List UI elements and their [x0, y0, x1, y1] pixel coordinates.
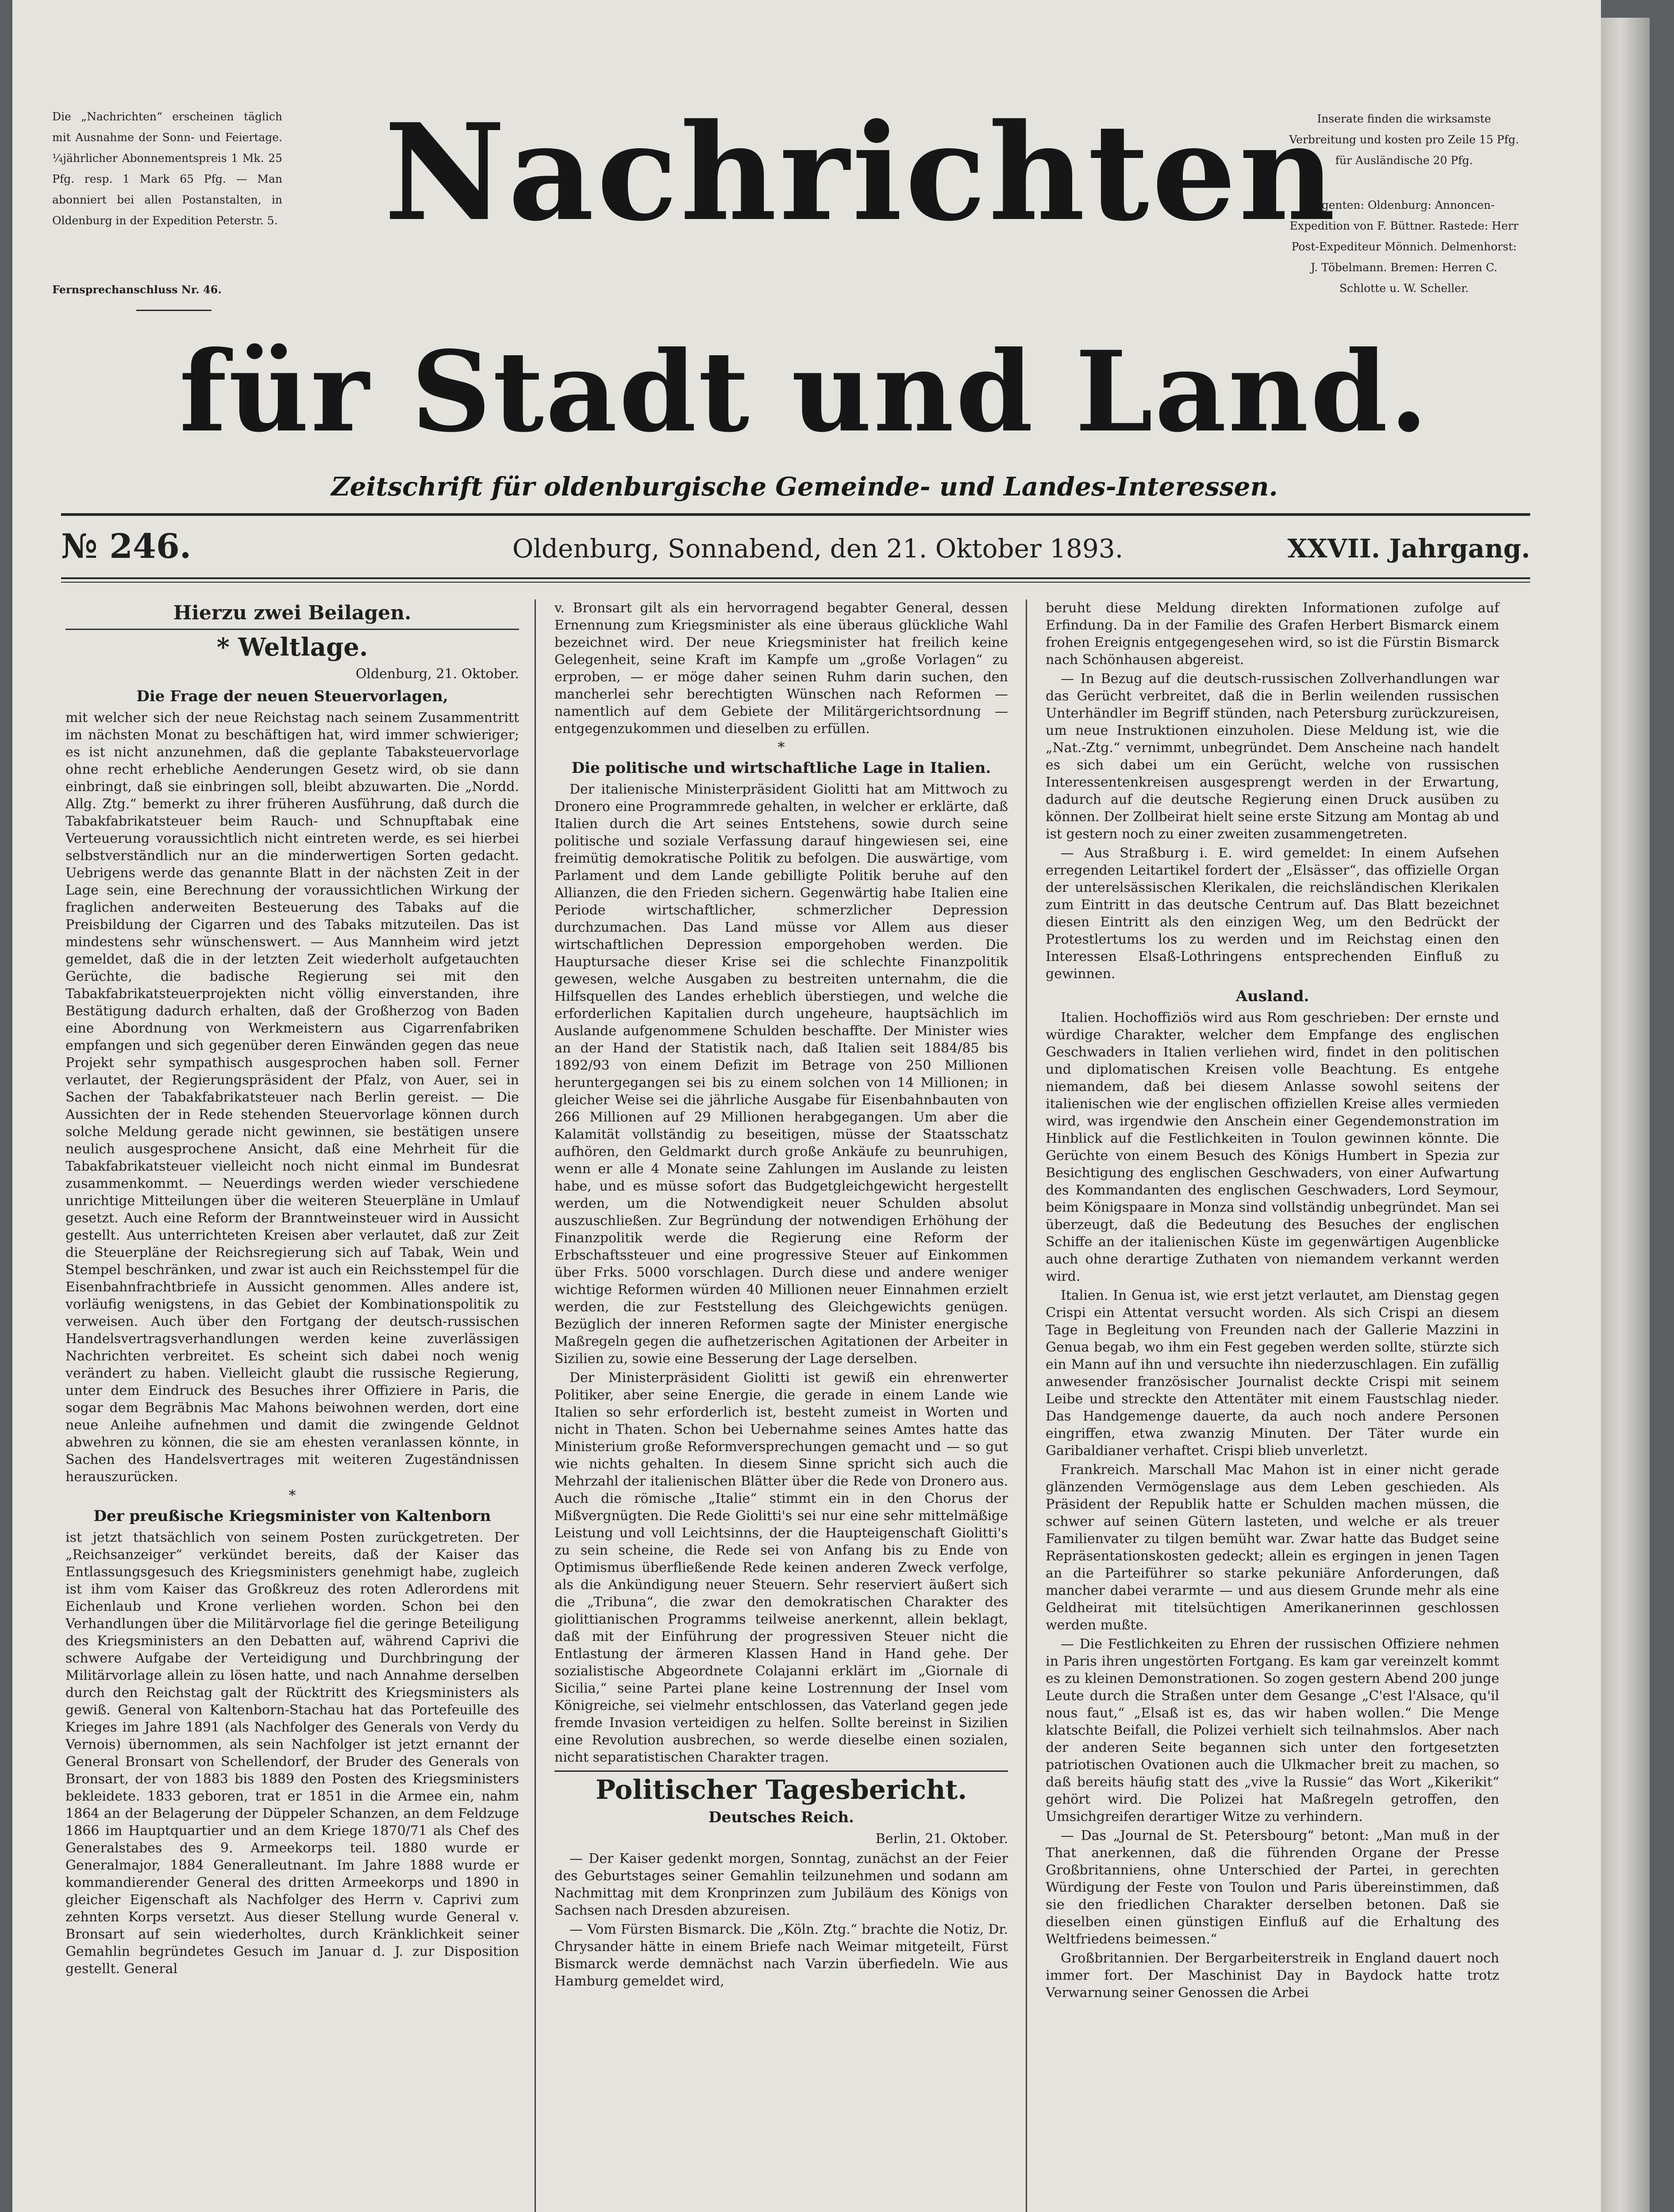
newspaper-page [12, 0, 1601, 2212]
supplements-notice: Hierzu zwei Beilagen. [65, 604, 519, 630]
left-box-divider [136, 310, 212, 311]
steuervorlagen-title: Die Frage der neuen Steuervorlagen, [136, 687, 448, 705]
strassburg-text: — Aus Straßburg i. E. wird gemeldet: In einem Aufsehen erregenden Leitartikel fordert der „Elsässer“, das offizielle Organ der unterelsässischen Klerikalen, die reichsländischen Klerikalen zum Eintritt in das deutsche Centrum auf. Das Blatt bezeichnet diesen Eintritt als den einzigen Weg, um den Bedrückt der Protestlertums los zu werden und im Reichstag einen den Interessen Elsaß-Lothringens entsprechenden Einfluß zu gewinnen. [1046, 845, 1499, 982]
issue-number: № 246. [61, 526, 192, 566]
giolitti-kritik-text: Der Ministerpräsident Giolitti ist gewiß ein ehrenwerter Politiker, aber seine Energie, die gerade in einem Lande wie Italien so sehr erforderlich ist, besteht zumeist in Worten und nicht in Thaten. Schon bei Uebernahme seines Amtes hatte das Ministerium große Reformversprechungen gemacht und — so gut wie nichts gehalten. In diesem Sinne spricht sich auch die Mehrzahl der italienischen Blätter über die Rede von Dronero aus. Auch die römische „Italie“ stimmt ein in den Chorus der Mißvergnügten. Die Rede Giolitti's sei nur eine sehr mittelmäßige Leistung und voll Leichtsinns, der die Haupteigenschaft Giolitti's zu sein scheine, die Rede sei von Anfang bis zu Ende von Optimismus überfließende Rede keinen anderen Zweck verfolge, als die Ankündigung neuer Steuern. Sehr reserviert äußert sich die „Tribuna“, die zwar den demokratischen Charakter des giolittianischen Programms teilweise anerkennt, allein beklagt, daß mit der Einführung der progressiven Steuer nicht die Entlastung der ärmeren Klassen Hand in Hand gehe. Der sozialistische Abgeordnete Colajanni erklärt im „Giornale di Sicilia,“ seine Partei plane keine Lostrennung der Insel vom Königreiche, sei vielmehr entschlossen, das Vaterland gegen jede fremde Invasion verteidigen zu helfen. Sollte bereinst in Sizilien eine Revolution ausbrechen, so werde dieselbe einen sozialen, nicht separatistischen Charakter tragen. [554, 1370, 1008, 1765]
paris-festlichkeiten-text: — Die Festlichkeiten zu Ehren der russischen Offiziere nehmen in Paris ihren ungestörten Fortgang. Es kam gar vereinzelt kommt es zu kleinen Demonstrationen. So zogen gestern Abend 200 junge Leute durch die Straßen unter dem Gesange „C'est l'Alsace, qu'il nous faut,“ „Elsaß ist es, das wir haben wollen.“ Die Menge klatschte Beifall, die Polizei verhielt sich teilnahmslos. Aber nach der anderen Seite begannen sich unter den fortgesetzten patriotischen Ovationen auch die Ulkmacher breit zu machen, so daß bereits häufig statt des „vive la Russie“ das Wort „Kikerikit“ gehört wird. Die Polizei hat Maßregeln getroffen, den Umsichgreifen derartiger Witze zu verhindern. [1046, 1636, 1499, 1824]
column-separator-2 [1026, 599, 1027, 2212]
tagesbericht-heading: Politischer Tagesbericht. [595, 1774, 967, 1805]
berlin-dateline: Berlin, 21. Oktober. [875, 1831, 1008, 1847]
italien-rom-text: Italien. Hochoffiziös wird aus Rom geschrieben: Der ernste und würdige Charakter, welcher dem Empfange des englischen Geschwaders in Italien verliehen wird, findet in den politischen und diplomatischen Kreisen volle Beachtung. Es entgehe niemandem, daß bei diesem Anlasse sowohl seitens der italienischen wie der englischen offiziellen Kreise alles vermieden wird, was irgendwie den Anschein einer Gegendemonstration im Hinblick auf die Festlichkeiten in Toulon gewinnen könnte. Die Gerüchte von einem Besuch des Königs Humbert in Spezia zur Besichtigung des englischen Geschwaders, von einer Aufwartung des Kommandanten des englischen Geschwaders, Lord Seymour, beim Königspaare in Monza sind vollständig unbegründet. Man sei überzeugt, daß die Bedeutung des Besuches der englischen Schiffe an der italienischen Küste im gegenwärtigen Augenblicke auch ohne derartige Zuthaten von niemandem verkannt werden wird. [1046, 1010, 1499, 1284]
issue-bar-bottom-rule [61, 577, 1530, 579]
journal-petersbourg-text: — Das „Journal de St. Petersbourg“ betont: „Man muß in der That anerkennen, daß die führenden Organe der Presse Großbritanniens, ohne Unterschied der Partei, in gerechten Würdigung der Feste von Toulon und Paris übereinstimmen, daß sie den friedlichen Charakter derselben betonen. Daß sie dieselben einen günstigen Einfluß auf die Erhaltung des Weltfriedens beimessen.“ [1046, 1828, 1499, 1947]
masthead-subtitle: Zeitschrift für oldenburgische Gemeinde- und Landes-Interessen. [331, 472, 1278, 502]
giolitti-programm-text: Der italienische Ministerpräsident Giolitti hat am Mittwoch zu Dronero eine Programmrede gehalten, in welcher er erklärte, daß Italien durch die Art seines Entstehens, sowie durch seine politische und soziale Verfassung darauf hingewiesen sei, eine freimütig demokratische Politik zu befolgen. Die auswärtige, vom Parlament und dem Lande gebilligte Politik beruhe auf den Allianzen, die den Frieden sichern. Gegenwärtig habe Italien eine Periode wirtschaftlicher, schmerzlicher Depression durchzumachen. Das Land müsse vor Allem aus dieser wirtschaftlichen Depression emporgehoben werden. Die Hauptursache dieser Krise sei die schlechte Finanzpolitik gewesen, welche Ausgaben zu bestreiten unternahm, die die Hilfsquellen des Landes erheblich überstiegen, und welche die erforderlichen Kapitalien durch ungeheure, hauptsächlich im Auslande aufgenommene Schulden beschaffte. Der Minister wies an der Hand der Statistik nach, daß Italien seit 1884/85 bis 1892/93 von einem Defizit im Betrage von 250 Millionen heruntergegangen sei bis zu einem solchen von 14 Millionen; in gleicher Weise sei die jährliche Ausgabe für Eisenbahnbauten von 266 Millionen auf 29 Millionen herabgegangen. Um aber die Kalamität vollständig zu beseitigen, müsse der Staatsschatz aufhören, den Geldmarkt durch große Ankäufe zu beunruhigen, wenn er alle 4 Monate seine Zahlungen im Auslande zu leisten habe, und es müsse sofort das Budgetgleichgewicht hergestellt werden, um die Notwendigkeit neuer Schulden absolut auszuschließen. Zur Begründung der notwendigen Erhöhung der Finanzpolitik werde die Regierung eine Reform der Erbschaftssteuer und eine progressive Steuer auf Einkommen über Frks. 5000 vorschlagen. Durch diese und andere weniger wichtige Reformen würden 40 Millionen neuer Einnahmen erzielt werden, die zur Feststellung des Gleichgewichts genügen. Bezüglich der inneren Reformen sagte der Minister energische Maßregeln gegen die aufhetzerischen Agitationen der Arbeiter in Sizilien zu, sowie eine Besserung der Lage derselben. [554, 782, 1008, 1367]
italien-lage-title: Die politische und wirtschaftliche Lage in Italien. [571, 759, 991, 777]
issue-volume: XXVII. Jahrgang. [1287, 534, 1530, 564]
kaiser-text: — Der Kaiser gedenkt morgen, Sonntag, zunächst an der Feier des Geburtstages seiner Gemahlin teilzunehmen und sodann am Nachmittag mit dem Kronprinzen zum Jubiläum des Königs von Sachsen nach Dresden abzureisen. [554, 1851, 1008, 1918]
phone-info: Fernsprechanschluss Nr. 46. [52, 283, 222, 296]
ausland-heading: Ausland. [1235, 987, 1309, 1005]
italien-genua-text: Italien. In Genua ist, wie erst jetzt verlautet, am Dienstag gegen Crispi ein Attentat versucht worden. Als sich Crispi an diesem Tage in Begleitung von Freunden nach der Gallerie Mazzini in Genua begab, wo ihm ein Fest gegeben werden sollte, stürzte sich ein Mann auf ihn und versuchte ihn niederzuschlagen. Ein zufällig anwesender französischer Journalist deckte Crispi mit seinem Leibe und streckte den Attentäter mit einem Faustschlag nieder. Das Handgemenge dauerte, da auch noch andere Personen eingriffen, etwa zwanzig Minuten. Der Täter wurde ein Garibaldianer verhaftet. Crispi blieb unverletzt. [1046, 1288, 1499, 1459]
frankreich-text: Frankreich. Marschall Mac Mahon ist in einer nicht gerade glänzenden Vermögenslage aus dem Leben geschieden. Als Präsident der Republik hatte er Schulden machen müssen, die schwer auf seinen Gütern lasteten, und welche er als treuer Familienvater zu tilgen bemüht war. Zwar hatte das Budget seine Repräsentationskosten gedeckt; allein es ergingen in jenen Tagen an die Parteiführer so starke pekuniäre Anforderungen, daß mancher dabei verarmte — und aus diesem Grunde mehr als eine Geldheirat mit titelsüchtigen Amerikanerinnen geschlossen werden mußte. [1046, 1462, 1499, 1633]
subscription-info [52, 106, 282, 231]
column-2 [554, 599, 1008, 1992]
column-3 [1046, 599, 1499, 2003]
column-separator-1 [535, 599, 536, 2212]
section-star: * [777, 739, 785, 756]
weltlage-heading: * Weltlage. [216, 633, 368, 662]
zollverhandlungen-text: — In Bezug auf die deutsch-russischen Zollverhandlungen war das Gerücht verbreitet, daß die in Berlin weilenden russischen Unterhändler im Begriff stünden, nach Petersburg zurückzureisen, um neue Instruktionen einzuholen. Diese Meldung ist, wie die „Nat.-Ztg.“ vernimmt, unbegründet. Dem Anscheine nach handelt es sich dabei um ein Gerücht, welche von russischen Interessentenkreisen ausgesprengt werden in der Erwartung, dadurch auf die deutsche Regierung einen Druck ausüben zu können. Der Zollbeirat hielt seine erste Sitzung am Montag ab und ist gestern noch zu einer zweiten zusammengetreten. [1046, 671, 1499, 842]
agents-text: Agenten: Oldenburg: Annoncen-Expedition von F. Büttner. Rastede: Herr Post-Expediteur Mönnich. Delmenhorst: J. Töbelmann. Bremen: Herren C. Schlotte u. W. Scheller. [1289, 199, 1519, 295]
issue-bar-top-rule [61, 513, 1530, 516]
masthead-title-line2: für Stadt und Land. [179, 326, 1430, 457]
kriegsminister-text: ist jetzt thatsächlich von seinem Posten zurückgetreten. Der „Reichsanzeiger“ verkündet bereits, daß der Kaiser das Entlassungsgesuch des Kriegsministers genehmigt habe, zugleich ist ihm vom Kaiser das Großkreuz des roten Adlerordens mit Eichenlaub und Krone verliehen worden. Schon bei den Verhandlungen über die Militärvorlage fiel die geringe Beteiligung des Kriegsministers an den Debatten auf, während Caprivi die schwere Aufgabe der Verteidigung und Durchbringung der Militärvorlage allein zu lösen hatte, und nach Annahme derselben durch den Reichstag galt der Rücktritt des Kriegsministers als gewiß. General von Kaltenborn-Stachau hat das Portefeuille des Krieges im Jahre 1891 (als Nachfolger des Generals von Verdy du Vernois) übernommen, als sein Nachfolger ist jetzt ernannt der General Bronsart von Schellendorf, der Bruder des Generals von Bronsart, der von 1883 bis 1889 den Posten des Kriegsministers bekleidete. 1833 geboren, trat er 1851 in die Armee ein, nahm 1864 an der Belagerung der Düppeler Schanzen, an dem Feldzuge 1866 im Hauptquartier und an dem Kriege 1870/71 als Chef des Generalstabes des 9. Armeekorps teil. 1880 wurde er Generalmajor, 1884 Generalleutnant. Im Jahre 1888 wurde er kommandierender General des dritten Armeekorps und 1890 in gleicher Eigenschaft als Nachfolger des Herrn v. Caprivi zum zehnten Korps versetzt. Aus dieser Stellung wurde General v. Bronsart auf sein wiederholtes, durch Kränklichkeit seiner Gemahlin begründetes Gesuch im Januar d. J. zur Disposition gestellt. General [65, 1530, 519, 1977]
kriegsminister-title: Der preußische Kriegsminister von Kaltenborn [93, 1507, 491, 1525]
column-1 [65, 599, 519, 1979]
tagesbericht-rule [554, 1770, 1008, 1772]
section-star: * [289, 1487, 296, 1504]
bismarck-cont-text: beruht diese Meldung direkten Informationen zufolge auf Erfindung. Da in der Familie des Grafen Herbert Bismarck einem frohen Ereignis entgegengesehen wird, so ist die Fürstin Bismarck nach Schönhausen abgereist. [1046, 600, 1499, 668]
subscription-text: Die „Nachrichten“ erscheinen täglich mit Ausnahme der Sonn- und Feiertage. ¼jährlicher Abonnementspreis 1 Mk. 25 Pfg. resp. 1 Mark 65 Pfg. — Man abonniert bei allen Postanstalten, in Oldenburg in der Expedition Peterstr. 5. [52, 110, 282, 227]
masthead-title-line1: Nachrichten [384, 94, 1338, 250]
bronsart-text: v. Bronsart gilt als ein hervorragend begabter General, dessen Ernennung zum Kriegsminister als eine überaus glückliche Wahl bezeichnet wird. Der neue Kriegsminister hat freilich keine Gelegenheit, seine Kraft im Kampfe um „große Vorlagen“ zu erproben, — er möge daher seinen Ruhm darin suchen, den mancherlei sehr berechtigten Wünschen nach Reformen — namentlich auf dem Gebiete der Militärgerichtsordnung — entgegenzukommen und dieselben zu erfüllen. [554, 600, 1008, 737]
grossbritannien-text: Großbritannien. Der Bergarbeiterstreik in England dauert noch immer fort. Der Maschinist Day in Baydock hatte trotz Verwarnung seiner Genossen die Arbei [1046, 1951, 1499, 2001]
issue-bar-bottom-rule-2 [61, 582, 1530, 583]
steuervorlagen-text: mit welcher sich der neue Reichstag nach seinem Zusammentritt im nächsten Monat zu beschäftigen hat, wird immer schwieriger; es ist nicht anzunehmen, daß die geplante Tabaksteuervorlage ohne recht erhebliche Aenderungen Gesetz wird, ob sie dann einbringt, daß sie einbringen soll, bleibt abzuwarten. Die „Nordd. Allg. Ztg.“ bemerkt zu ihrer früheren Ausführung, daß durch die Tabakfabrikatsteuer beim Rauch- und Schnupftabak eine Verteuerung voraussichtlich nicht eintreten werde, es sei hierbei selbstverständlich nur an die minderwertigen Sorten gedacht. Uebrigens werde das genannte Blatt in der nächsten Zeit in der Lage sein, eine Berechnung der voraussichtlichen Wirkung der fraglichen anderweiten Besteuerung des Tabaks auf die Preisbildung der Cigarren und des Tabaks mitzuteilen. Das ist mindestens sehr wünschenswert. — Aus Mannheim wird jetzt gemeldet, daß die in der letzten Zeit wiederholt aufgetauchten Gerüchte, die badische Regierung sei mit den Tabakfabrikatsteuerprojekten nicht völlig einverstanden, ihre Bestätigung dadurch erhalten, daß der Großherzog von Baden eine Abordnung von Werkmeistern aus Cigarrenfabriken empfangen und sich gegenüber deren Einwänden gegen das neue Projekt sehr sympathisch ausgesprochen haben soll. Ferner verlautet, der Regierungspräsident der Pfalz, von Auer, sei in Sachen der Tabakfabrikatsteuer nach Berlin gereist. — Die Aussichten der in Rede stehenden Steuervorlage können durch solche Meldung gerade nicht gewinnen, sie bestätigen unsere neulich ausgesprochene Ansicht, daß eine Mehrheit für die Tabakfabrikatsteuer vielleicht noch nicht einmal im Bundesrat zusammenkommt. — Neuerdings werden wieder verschiedene unrichtige Mitteilungen über die weiteren Steuerpläne in Umlauf gesetzt. Auch eine Reform der Branntweinsteuer wird in Aussicht gestellt. Aus unterrichteten Kreisen aber verlautet, daß zur Zeit die Steuerpläne der Reichsregierung sich auf Tabak, Wein und Stempel beschränken, und zwar ist auch ein Reichsstempel für die Eisenbahnfrachtbriefe in Aussicht genommen. Alles andere ist, vorläufig wenigstens, in das Gebiet der Kombinationspolitik zu verweisen. Auch über den Fortgang der deutsch-russischen Handelsvertragsverhandlungen werden keine zuverlässigen Nachrichten verbreitet. Es scheint sich dabei noch wenig verändert zu haben. Vielleicht glaubt die russische Regierung, unter dem Eindruck des Besuches ihrer Offiziere in Paris, die sogar dem Begräbnis Mac Mahons beiwohnen werden, dort eine neue Anleihe aufnehmen und damit die zwingende Geldnot abwehren zu können, die sie am ehesten veranlassen könnte, in Sachen des Handelsvertrages mit weiteren Zugeständnissen herauszurücken. [65, 710, 519, 1485]
deutsches-reich-heading: Deutsches Reich. [708, 1809, 854, 1826]
bismarck-text: — Vom Fürsten Bismarck. Die „Köln. Ztg.“ brachte die Notiz, Dr. Chrysander hätte in einem Briefe nach Weimar mitgeteilt, Fürst Bismarck werde demnächst nach Varzin überfiedeln. Wie aus Hamburg gemeldet wird, [554, 1922, 1008, 1989]
weltlage-dateline: Oldenburg, 21. Oktober. [355, 666, 519, 682]
page-edge [1601, 18, 1650, 2212]
advertising-text: Inserate finden die wirksamste Verbreitung und kosten pro Zeile 15 Pfg. für Ausländische 20 Pfg. [1289, 112, 1519, 167]
issue-date: Oldenburg, Sonnabend, den 21. Oktober 1893. [512, 534, 1124, 564]
